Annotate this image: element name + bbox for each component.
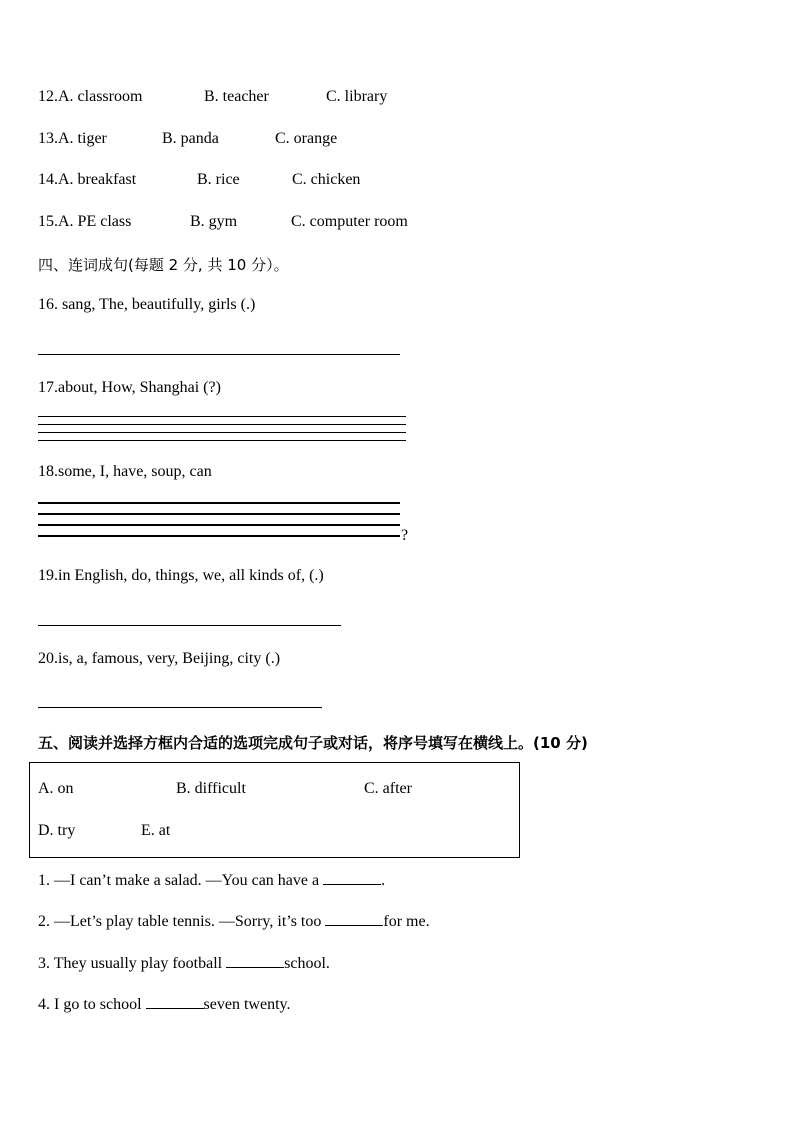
sentence-1-end: . — [381, 872, 386, 889]
question-12-option-b: B. teacher — [204, 88, 269, 105]
answer-line-18d[interactable] — [38, 535, 400, 537]
answer-line-18c[interactable] — [38, 524, 400, 526]
sentence-2-end: for me. — [383, 913, 430, 930]
question-16: 16. sang, The, beautifully, girls (.) — [38, 296, 256, 313]
question-15-option-b: B. gym — [190, 213, 238, 230]
question-13-option-c: C. orange — [275, 130, 338, 147]
question-14-option-b: B. rice — [197, 171, 240, 188]
sentence-4-text: 4. I go to school — [38, 996, 146, 1013]
word-bank-option-a: A. on — [38, 780, 74, 797]
answer-line-16[interactable] — [38, 354, 400, 355]
word-bank-box — [29, 762, 520, 858]
question-13-option-b: B. panda — [162, 130, 219, 147]
answer-line-18b[interactable] — [38, 513, 400, 515]
question-19: 19.in English, do, things, we, all kinds of, (.) — [38, 567, 324, 584]
question-18-end-mark: ? — [401, 527, 409, 544]
sentence-2-blank[interactable] — [325, 911, 383, 926]
answer-line-17d[interactable] — [38, 440, 406, 441]
question-15-option-c: C. computer room — [291, 213, 408, 230]
sentence-3-text: 3. They usually play football — [38, 955, 227, 972]
question-14-option-c: C. chicken — [292, 171, 361, 188]
word-bank-option-e: E. at — [141, 822, 171, 839]
sentence-2 — [38, 911, 430, 931]
sentence-3-blank[interactable] — [226, 953, 284, 968]
sentence-4 — [38, 994, 290, 1014]
word-bank-option-b: B. difficult — [176, 780, 246, 797]
question-20: 20.is, a, famous, very, Beijing, city (.) — [38, 650, 281, 667]
sentence-3-end: school. — [284, 955, 330, 972]
sentence-3 — [38, 953, 330, 973]
answer-line-18a[interactable] — [38, 502, 400, 504]
question-14-option-a: 14.A. breakfast — [38, 171, 137, 188]
sentence-2-text: 2. —Let’s play table tennis. —Sorry, it’s too — [38, 913, 326, 930]
question-12-option-c: C. library — [326, 88, 388, 105]
answer-line-20[interactable] — [38, 707, 322, 708]
question-15-option-a: 15.A. PE class — [38, 213, 132, 230]
question-12-option-a: 12.A. classroom — [38, 88, 143, 105]
word-bank-option-c: C. after — [364, 780, 412, 797]
question-18: 18.some, I, have, soup, can — [38, 463, 212, 480]
sentence-1-blank[interactable] — [323, 870, 381, 885]
answer-line-19[interactable] — [38, 625, 341, 626]
answer-line-17a[interactable] — [38, 416, 406, 417]
answer-line-17b[interactable] — [38, 424, 406, 425]
sentence-4-end: seven twenty. — [203, 996, 291, 1013]
question-17: 17.about, How, Shanghai (?) — [38, 379, 221, 396]
section-4-heading: 四、连词成句(每题 2 分, 共 10 分）。 — [38, 256, 289, 274]
answer-line-17c[interactable] — [38, 432, 406, 433]
sentence-1-text: 1. —I can’t make a salad. —You can have a — [38, 872, 324, 889]
section-5-heading: 五、阅读并选择方框内合适的选项完成句子或对话，将序号填写在横线上。(10 分) — [38, 734, 588, 752]
sentence-1 — [38, 870, 385, 890]
word-bank-option-d: D. try — [38, 822, 76, 839]
question-13-option-a: 13.A. tiger — [38, 130, 107, 147]
sentence-4-blank[interactable] — [146, 994, 204, 1009]
